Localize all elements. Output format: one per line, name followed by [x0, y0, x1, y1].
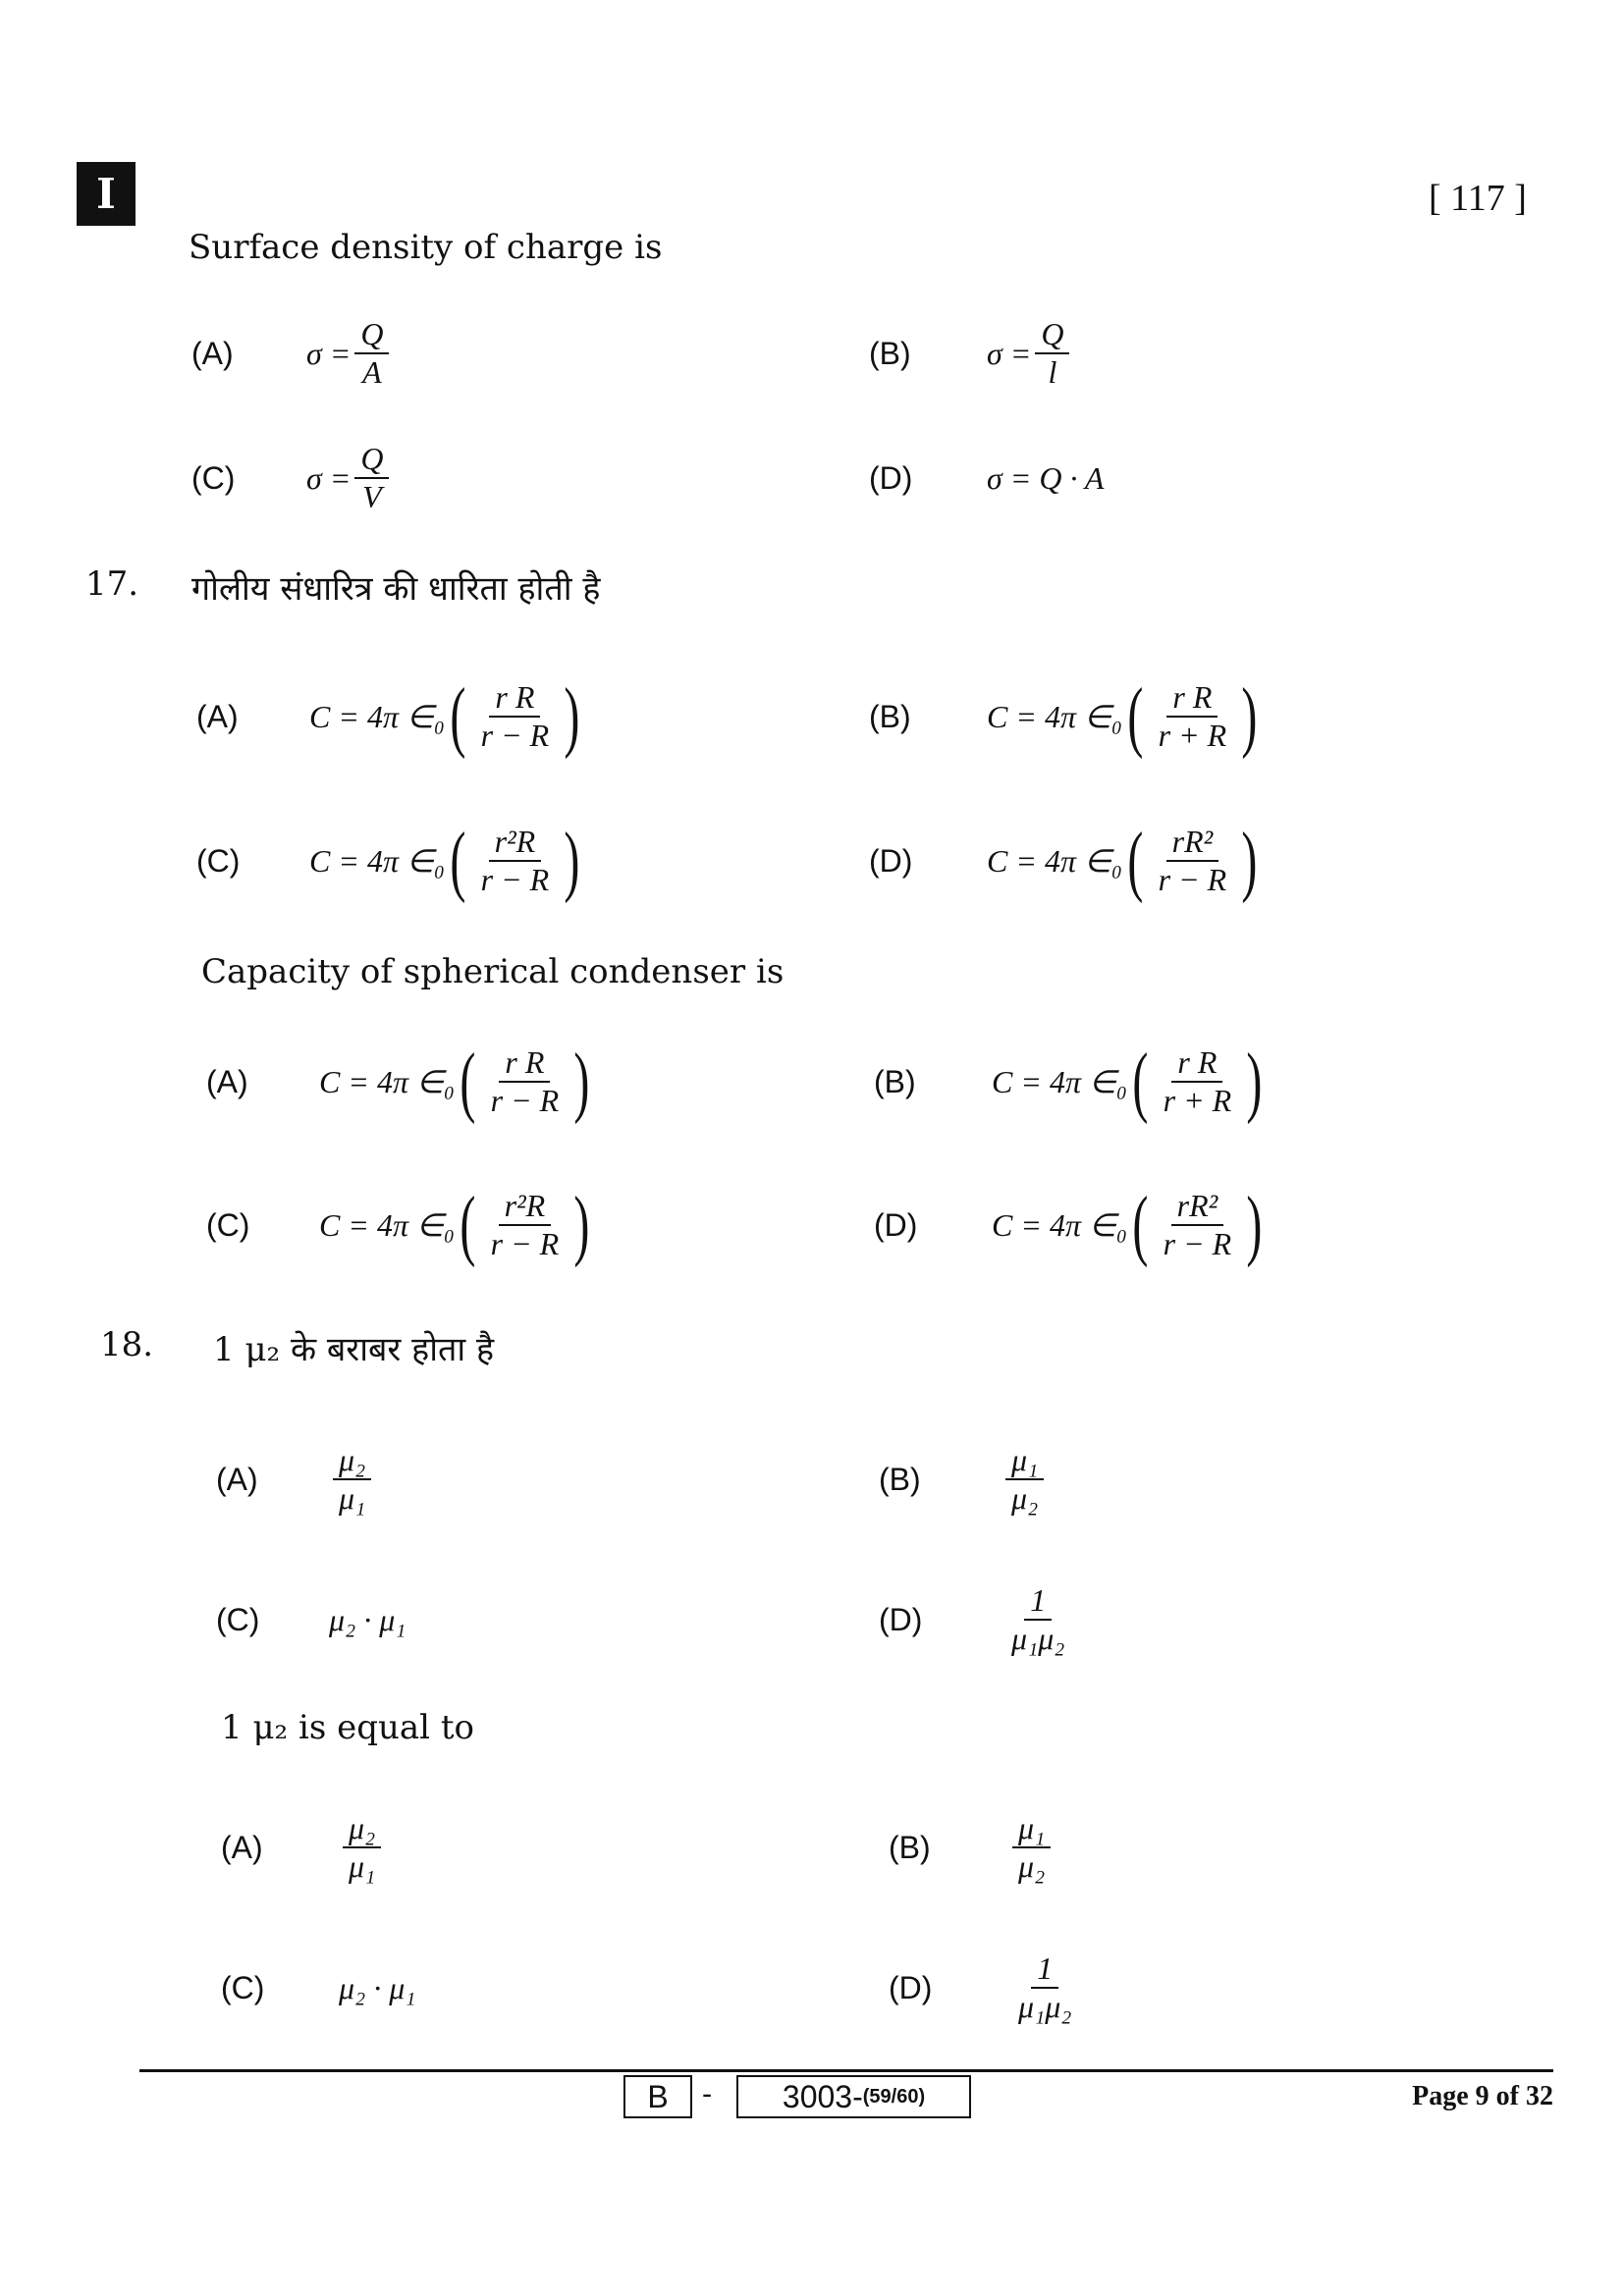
denominator: r − R: [480, 862, 550, 897]
fraction: [1005, 1582, 1070, 1657]
right-paren: ): [564, 818, 580, 904]
formula-prefix: σ = Q · A: [987, 459, 1105, 496]
paper-code-suffix: (59/60): [862, 2085, 926, 2108]
fraction: [1012, 1950, 1077, 2025]
option-d: [879, 1566, 1074, 1674]
numerator: μ₂: [333, 1442, 371, 1480]
numerator: rR²: [1171, 1188, 1224, 1226]
option-formula: [992, 1039, 1268, 1125]
denominator: r − R: [1163, 1226, 1232, 1261]
formula-prefix: μ₂ · μ₁: [329, 1601, 406, 1637]
question-number: 18.: [100, 1325, 154, 1364]
right-paren: ): [1246, 1182, 1263, 1268]
paper-code-box: [736, 2075, 971, 2118]
right-paren: ): [1241, 818, 1258, 904]
fraction: [1153, 679, 1233, 754]
option-b: [874, 1028, 1268, 1136]
question-text: गोलीय संधारित्र की धारिता होती है: [191, 569, 601, 609]
fraction: [485, 1188, 566, 1262]
question-text: Surface density of charge is: [189, 228, 663, 267]
left-paren: (: [450, 673, 466, 760]
denominator: μ₁μ₂: [1011, 1621, 1065, 1656]
option-label: (D): [869, 459, 913, 496]
option-a: [221, 1793, 385, 1901]
fraction: [1005, 1442, 1044, 1517]
numerator: Q: [354, 316, 389, 354]
option-label: (A): [216, 1461, 258, 1497]
left-paren: (: [1127, 673, 1144, 760]
fraction: [485, 1044, 566, 1119]
option-formula: [329, 1602, 406, 1638]
numerator: Q: [354, 441, 389, 479]
option-c: [196, 807, 585, 915]
option-label: (B): [879, 1461, 921, 1497]
denominator: μ₂: [1011, 1480, 1039, 1516]
right-paren: ): [564, 673, 580, 760]
left-paren: (: [450, 818, 466, 904]
option-formula: [987, 316, 1073, 391]
numerator: r R: [1171, 1044, 1222, 1083]
numerator: μ₂: [343, 1810, 381, 1848]
footer-separator: -: [702, 2077, 713, 2111]
left-paren: (: [1132, 1182, 1149, 1268]
numerator: rR²: [1166, 824, 1219, 862]
option-formula: [992, 1182, 1268, 1268]
numerator: Q: [1035, 316, 1069, 354]
numerator: r R: [499, 1044, 550, 1083]
option-formula: [306, 441, 393, 515]
fraction: [354, 316, 389, 391]
formula-prefix: C = 4π ∈₀: [992, 1064, 1127, 1099]
formula-prefix: C = 4π ∈₀: [987, 843, 1122, 879]
question-text: 1 μ₂ is equal to: [221, 1708, 474, 1747]
fraction: [343, 1810, 381, 1885]
question-text: 1 μ₂ के बराबर होता है: [213, 1330, 495, 1369]
option-c: [216, 1566, 406, 1674]
option-formula: [987, 673, 1263, 760]
option-formula: [309, 673, 585, 760]
formula-prefix: C = 4π ∈₀: [319, 1207, 455, 1243]
fraction: [354, 441, 389, 515]
option-formula: [1001, 1442, 1048, 1517]
option-b: [889, 1793, 1055, 1901]
fraction: [1035, 316, 1069, 391]
fraction: [1158, 1188, 1238, 1262]
option-formula: [987, 818, 1263, 904]
left-paren: (: [460, 1039, 476, 1125]
formula-prefix: C = 4π ∈₀: [319, 1064, 455, 1099]
option-formula: [319, 1039, 595, 1125]
option-label: (C): [196, 842, 241, 879]
numerator: μ₁: [1012, 1810, 1051, 1848]
option-label: (B): [889, 1829, 931, 1865]
denominator: μ₁μ₂: [1018, 1989, 1072, 2024]
option-label: (D): [874, 1206, 918, 1243]
question-number: 17.: [85, 564, 139, 604]
option-label: (A): [196, 698, 239, 734]
denominator: l: [1048, 354, 1057, 390]
option-formula: [339, 1970, 415, 2006]
option-label: (C): [206, 1206, 250, 1243]
fraction: [1158, 1044, 1238, 1119]
formula-prefix: σ =: [306, 335, 352, 371]
option-label: (A): [191, 335, 234, 371]
denominator: A: [362, 354, 382, 390]
right-paren: ): [1241, 673, 1258, 760]
formula-prefix: σ =: [306, 459, 352, 496]
option-formula: [306, 316, 393, 391]
option-label: (C): [191, 459, 236, 496]
formula-prefix: C = 4π ∈₀: [992, 1207, 1127, 1243]
fraction: [1012, 1810, 1051, 1885]
page-number: [ 117 ]: [1429, 178, 1527, 219]
option-formula: [1008, 1810, 1055, 1885]
denominator: μ₁: [339, 1480, 366, 1516]
section-mark: I: [77, 162, 135, 226]
option-c: [191, 424, 393, 532]
numerator: r R: [1166, 679, 1218, 718]
option-formula: [309, 818, 585, 904]
numerator: r R: [489, 679, 540, 718]
right-paren: ): [573, 1039, 590, 1125]
formula-prefix: C = 4π ∈₀: [987, 699, 1122, 734]
denominator: r − R: [490, 1083, 560, 1118]
denominator: r + R: [1163, 1083, 1232, 1118]
formula-prefix: C = 4π ∈₀: [309, 699, 445, 734]
option-d: [889, 1934, 1081, 2042]
option-label: (A): [206, 1063, 248, 1099]
option-formula: [329, 1442, 375, 1517]
fraction: [333, 1442, 371, 1517]
numerator: r²R: [499, 1188, 552, 1226]
footer-divider: [139, 2069, 1553, 2072]
option-d: [869, 424, 1104, 532]
question-text: Capacity of spherical condenser is: [201, 952, 785, 991]
denominator: r + R: [1158, 718, 1227, 753]
option-a: [191, 299, 393, 407]
left-paren: (: [460, 1182, 476, 1268]
fraction: [475, 679, 556, 754]
numerator: 1: [1024, 1582, 1052, 1621]
formula-prefix: C = 4π ∈₀: [309, 843, 445, 879]
option-label: (A): [221, 1829, 263, 1865]
option-a: [206, 1028, 595, 1136]
left-paren: (: [1127, 818, 1144, 904]
numerator: μ₁: [1005, 1442, 1044, 1480]
numerator: r²R: [489, 824, 542, 862]
formula-prefix: σ =: [987, 335, 1032, 371]
denominator: V: [362, 479, 382, 514]
option-c: [206, 1171, 595, 1279]
option-d: [869, 807, 1263, 915]
option-a: [196, 663, 585, 771]
right-paren: ): [573, 1182, 590, 1268]
option-label: (D): [889, 1969, 933, 2005]
option-b: [869, 663, 1263, 771]
option-formula: [339, 1810, 385, 1885]
left-paren: (: [1132, 1039, 1149, 1125]
fraction: [475, 824, 556, 898]
option-b: [879, 1425, 1048, 1533]
option-d: [874, 1171, 1268, 1279]
option-formula: [1001, 1582, 1074, 1657]
option-c: [221, 1934, 415, 2042]
numerator: 1: [1031, 1950, 1058, 1989]
option-label: (C): [216, 1601, 260, 1637]
series-box: B: [623, 2075, 692, 2118]
option-label: (D): [869, 842, 913, 879]
denominator: r − R: [490, 1226, 560, 1261]
option-formula: [987, 460, 1104, 497]
page-of-total: Page 9 of 32: [1412, 2081, 1553, 2111]
denominator: r − R: [480, 718, 550, 753]
option-formula: [1008, 1950, 1081, 2025]
option-label: (C): [221, 1969, 265, 2005]
option-label: (B): [869, 335, 911, 371]
denominator: μ₂: [1018, 1848, 1046, 1884]
fraction: [1153, 824, 1233, 898]
denominator: μ₁: [349, 1848, 376, 1884]
option-b: [869, 299, 1073, 407]
paper-code: 3003-: [782, 2078, 863, 2114]
option-label: (D): [879, 1601, 923, 1637]
option-a: [216, 1425, 375, 1533]
option-formula: [319, 1182, 595, 1268]
option-label: (B): [869, 698, 911, 734]
formula-prefix: μ₂ · μ₁: [339, 1969, 416, 2005]
option-label: (B): [874, 1063, 916, 1099]
right-paren: ): [1246, 1039, 1263, 1125]
denominator: r − R: [1158, 862, 1227, 897]
